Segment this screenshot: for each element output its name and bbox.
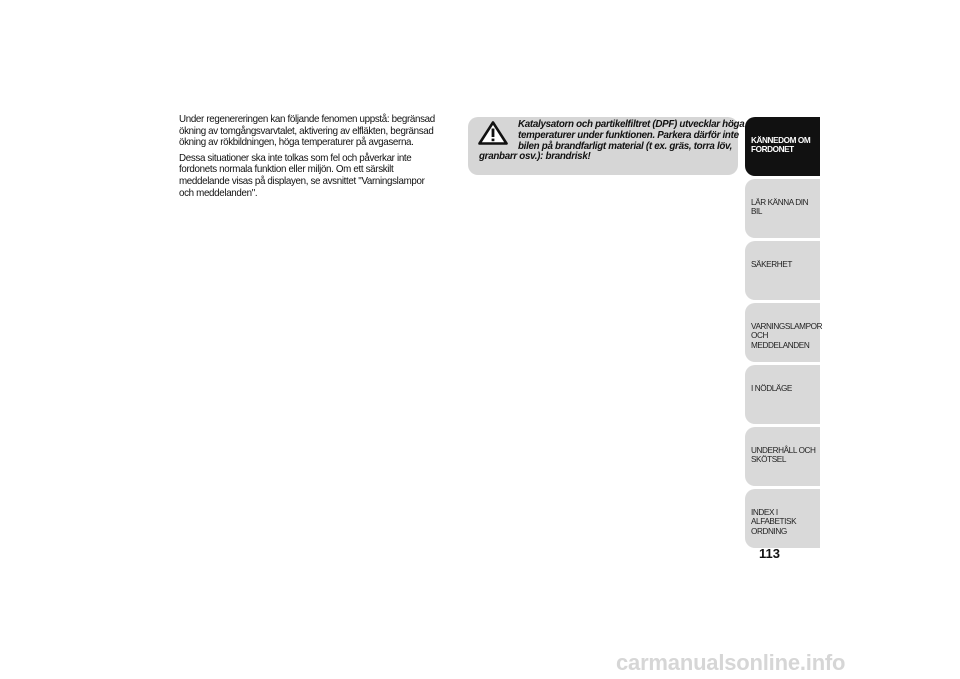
tab-i-nodlage[interactable] [745, 365, 820, 424]
warning-line: bilen på brandfarligt material (t ex. gräs, torra löv, [518, 140, 733, 152]
tab-index-i-alfabetisk-ordning[interactable] [745, 489, 820, 548]
watermark: carmanualsonline.info [616, 650, 846, 675]
tab-label: UNDERHÅLL OCH SKÖTSEL [751, 446, 816, 465]
page-number: 113 [759, 546, 780, 561]
tab-sakerhet[interactable] [745, 241, 820, 300]
tab-label: KÄNNEDOM OM FORDONET [751, 136, 811, 155]
tab-varningslampor-och-meddelanden[interactable] [745, 303, 823, 362]
tab-label: I NÖDLÄGE [751, 384, 792, 393]
warning-line: Katalysatorn och partikelfiltret (DPF) utvecklar höga [518, 119, 745, 130]
chapter-tabs [745, 117, 823, 551]
warning-box [468, 117, 745, 175]
warning-line: temperaturer under funktionen. Parkera därför inte [518, 129, 739, 141]
warning-text [468, 119, 745, 163]
body-paragraph: Under regenereringen kan följande fenomen uppstå: begränsad ökning av tomgångsvarvtalet, aktivering av elfläkten, begränsad ökning av rökbildningen, höga temperaturer på avgaserna. [179, 114, 435, 149]
tab-kannedom-om-fordonet[interactable] [745, 117, 820, 176]
tab-label: SÄKERHET [751, 260, 792, 269]
tab-underhall-och-skotsel[interactable] [745, 427, 820, 486]
tab-label: INDEX I ALFABETISK ORDNING [751, 508, 797, 536]
warning-line: granbarr osv.): brandrisk! [479, 151, 591, 163]
tab-label: VARNINGSLAMPOR OCH MEDDELANDEN [751, 322, 823, 350]
tab-label: LÄR KÄNNA DIN BIL [751, 198, 809, 217]
body-text [179, 114, 438, 203]
tab-lar-kanna-din-bil[interactable] [745, 179, 820, 238]
body-paragraph: Dessa situationer ska inte tolkas som fel och påverkar inte fordonets normala funktion eller miljön. Om ett särskilt meddelande visas på displayen, se avsnittet "Varningslampor och meddelanden". [179, 152, 425, 199]
